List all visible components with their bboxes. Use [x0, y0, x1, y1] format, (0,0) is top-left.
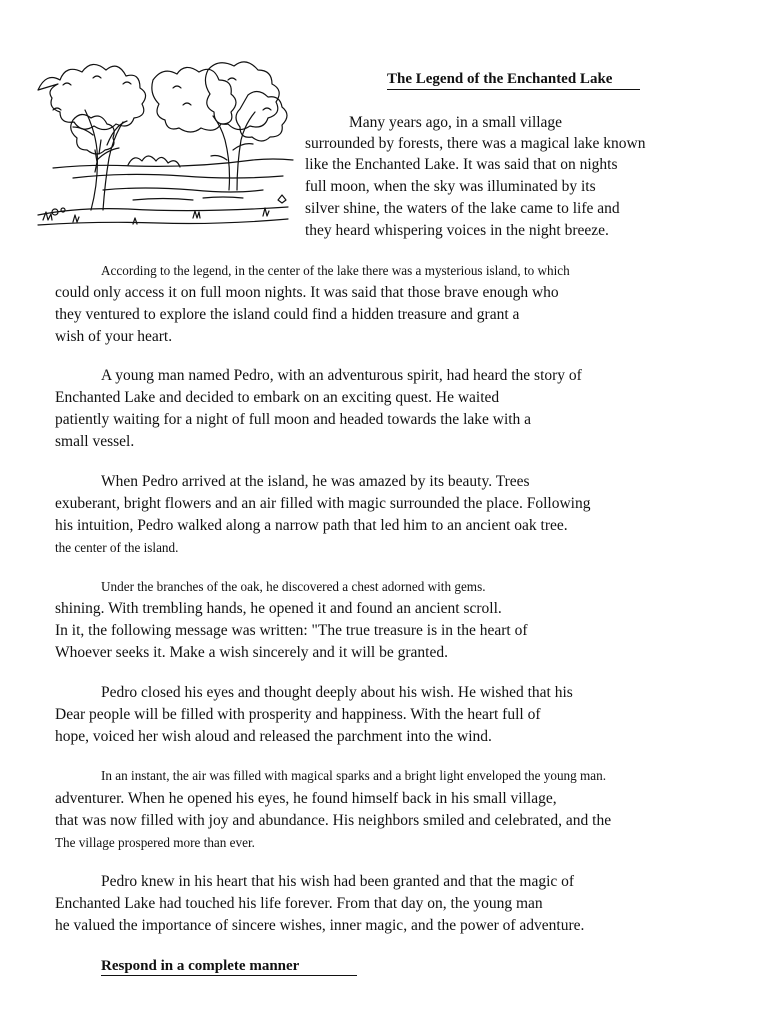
paragraph-line: Pedro knew in his heart that his wish had been granted and that the magic of: [101, 873, 575, 890]
paragraph-line: shining. With trembling hands, he opened it and found an ancient scroll.: [55, 600, 502, 617]
paragraph-line: A young man named Pedro, with an adventurous spirit, had heard the story of: [101, 367, 582, 384]
paragraph-line: exuberant, bright flowers and an air filled with magic surrounded the place. Following: [55, 495, 591, 512]
paragraph-line: they heard whispering voices in the night breeze.: [305, 222, 609, 239]
paragraph-line: According to the legend, in the center of the lake there was a mysterious island, to which: [101, 263, 570, 278]
paragraph-line: In it, the following message was written: "The true treasure is in the heart of: [55, 622, 528, 639]
paragraph-line: he valued the importance of sincere wishes, inner magic, and the power of adventure.: [55, 917, 585, 934]
paragraph-line: they ventured to explore the island could find a hidden treasure and grant a: [55, 306, 520, 323]
paragraph-line: When Pedro arrived at the island, he was amazed by its beauty. Trees: [101, 473, 530, 490]
paragraph-line: Enchanted Lake had touched his life forever. From that day on, the young man: [55, 895, 543, 912]
paragraph-line: hope, voiced her wish aloud and released the parchment into the wind.: [55, 728, 492, 745]
paragraph-line: the center of the island.: [55, 540, 179, 555]
paragraph-line: Enchanted Lake and decided to embark on an exciting quest. He waited: [55, 389, 500, 406]
lake-with-trees-drawing-icon: [33, 50, 295, 230]
paragraph-line: Whoever seeks it. Make a wish sincerely and it will be granted.: [55, 644, 448, 661]
paragraph-line: surrounded by forests, there was a magical lake known: [305, 135, 646, 152]
response-heading: Respond in a complete manner: [101, 957, 357, 976]
lake-illustration: [33, 50, 295, 230]
paragraph-line: Dear people will be filled with prosperity and happiness. With the heart full of: [55, 706, 541, 723]
paragraph-line: Under the branches of the oak, he discovered a chest adorned with gems.: [101, 579, 486, 594]
paragraph-line: that was now filled with joy and abundance. His neighbors smiled and celebrated, and the: [55, 812, 612, 829]
paragraph-line: The village prospered more than ever.: [55, 835, 255, 850]
paragraph-line: like the Enchanted Lake. It was said that on nights: [305, 156, 618, 173]
paragraph-line: Pedro closed his eyes and thought deeply about his wish. He wished that his: [101, 684, 573, 701]
paragraph-line: Many years ago, in a small village: [349, 114, 563, 131]
paragraph-line: silver shine, the waters of the lake came to life and: [305, 200, 620, 217]
paragraph-line: full moon, when the sky was illuminated by its: [305, 178, 596, 195]
paragraph-line: could only access it on full moon nights. It was said that those brave enough who: [55, 284, 559, 301]
paragraph-line: his intuition, Pedro walked along a narrow path that led him to an ancient oak tree.: [55, 517, 568, 534]
paragraph-line: adventurer. When he opened his eyes, he found himself back in his small village,: [55, 790, 557, 807]
paragraph-line: small vessel.: [55, 433, 135, 450]
paragraph-line: In an instant, the air was filled with magical sparks and a bright light enveloped the young man.: [101, 768, 607, 783]
paragraph-line: wish of your heart.: [55, 328, 173, 345]
document-title: The Legend of the Enchanted Lake: [387, 70, 640, 90]
paragraph-line: patiently waiting for a night of full moon and headed towards the lake with a: [55, 411, 532, 428]
